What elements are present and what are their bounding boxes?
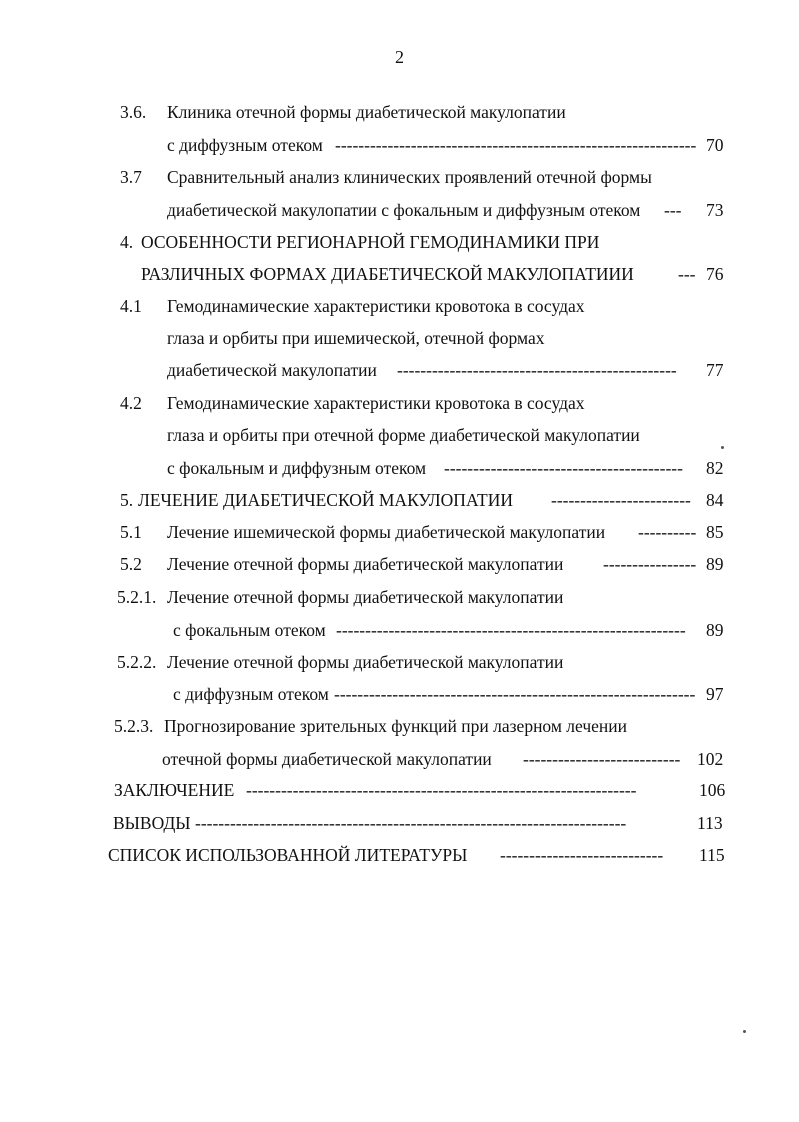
scan-speck — [721, 446, 724, 449]
toc-entry-title-last-line: с фокальным и диффузным отеком — [167, 458, 427, 478]
page-number: 2 — [395, 47, 404, 67]
toc-dot-leader: --------------------------- — [523, 749, 681, 769]
toc-entry-number: 3.7 — [120, 167, 142, 187]
toc-page-number: 113 — [697, 813, 723, 833]
toc-section-title: СПИСОК ИСПОЛЬЗОВАННОЙ ЛИТЕРАТУРЫ — [108, 845, 468, 865]
toc-entry-title-last-line: с фокальным отеком — [173, 620, 326, 640]
toc-entry-title-line: глаза и орбиты при отечной форме диабетической макулопатии — [167, 425, 640, 445]
toc-entry-number: 5.1 — [120, 522, 142, 542]
toc-dot-leader: ------------------------------------------------------------------- — [246, 780, 637, 800]
toc-dot-leader: ---------------------------- — [500, 845, 664, 865]
toc-page-number: 84 — [706, 490, 724, 510]
toc-entry-title-line: глаза и орбиты при ишемической, отечной формах — [167, 328, 545, 348]
toc-chapter-number: 5. — [120, 490, 134, 510]
toc-entry-number: 4.2 — [120, 393, 142, 413]
toc-entry-title: Лечение отечной формы диабетической макулопатии — [167, 587, 564, 607]
toc-dot-leader: --- — [664, 200, 682, 220]
toc-page-number: 106 — [699, 780, 726, 800]
toc-chapter-title: ОСОБЕННОСТИ РЕГИОНАРНОЙ ГЕМОДИНАМИКИ ПРИ — [141, 232, 600, 252]
toc-entry-title: Лечение отечной формы диабетической макулопатии — [167, 652, 564, 672]
toc-page-number: 73 — [706, 200, 724, 220]
toc-page-number: 77 — [706, 360, 724, 380]
toc-entry-number: 5.2.1. — [117, 587, 157, 607]
toc-dot-leader: -------------------------------------------------------------- — [335, 135, 697, 155]
toc-entry-number: 3.6. — [120, 102, 147, 122]
toc-entry-title: Лечение ишемической формы диабетической макулопатии — [167, 522, 606, 542]
toc-chapter-number: 4. — [120, 232, 134, 252]
toc-entry-number: 5.2.3. — [114, 716, 154, 736]
toc-dot-leader: -------------------------------------------------------------------------- — [195, 813, 627, 833]
toc-dot-leader: --- — [678, 264, 696, 284]
toc-dot-leader: ----------------------------------------- — [444, 458, 683, 478]
toc-dot-leader: ------------------------------------------------ — [397, 360, 677, 380]
toc-page-number: 97 — [706, 684, 724, 704]
toc-entry-title: Гемодинамические характеристики кровотока в сосудах — [167, 393, 585, 413]
toc-dot-leader: ---------------- — [603, 554, 697, 574]
toc-dot-leader: ------------------------------------------------------------ — [336, 620, 686, 640]
toc-dot-leader: ------------------------ — [551, 490, 691, 510]
toc-entry-number: 5.2.2. — [117, 652, 157, 672]
toc-page-number: 102 — [697, 749, 724, 769]
scan-speck — [743, 1030, 746, 1033]
toc-page-number: 76 — [706, 264, 724, 284]
toc-entry-title-last-line: диабетической макулопатии с фокальным и диффузным отеком — [167, 200, 641, 220]
toc-entry-title: Сравнительный анализ клинических проявлений отечной формы — [167, 167, 652, 187]
toc-entry-title: Клиника отечной формы диабетической макулопатии — [167, 102, 566, 122]
toc-entry-title-last-line: диабетической макулопатии — [167, 360, 377, 380]
toc-page-number: 89 — [706, 620, 724, 640]
toc-entry-title-last-line: с диффузным отеком — [167, 135, 323, 155]
toc-section-title: ВЫВОДЫ — [113, 813, 191, 833]
toc-dot-leader: ---------- — [638, 522, 697, 542]
toc-page-number: 82 — [706, 458, 724, 478]
toc-entry-title: Лечение отечной формы диабетической макулопатии — [167, 554, 564, 574]
toc-entry-title: Прогнозирование зрительных функций при лазерном лечении — [164, 716, 628, 736]
toc-chapter-title-last-line: РАЗЛИЧНЫХ ФОРМАХ ДИАБЕТИЧЕСКОЙ МАКУЛОПАТИИИ — [141, 264, 634, 284]
toc-page-number: 115 — [699, 845, 725, 865]
toc-chapter-title: ЛЕЧЕНИЕ ДИАБЕТИЧЕСКОЙ МАКУЛОПАТИИ — [138, 490, 514, 510]
toc-entry-title-last-line: с диффузным отеком — [173, 684, 329, 704]
toc-section-title: ЗАКЛЮЧЕНИЕ — [114, 780, 235, 800]
toc-entry-number: 5.2 — [120, 554, 142, 574]
toc-page-number: 85 — [706, 522, 724, 542]
toc-entry-title: Гемодинамические характеристики кровотока в сосудах — [167, 296, 585, 316]
toc-page-number: 89 — [706, 554, 724, 574]
toc-page-number: 70 — [706, 135, 724, 155]
toc-entry-title-last-line: отечной формы диабетической макулопатии — [162, 749, 492, 769]
toc-entry-number: 4.1 — [120, 296, 142, 316]
toc-dot-leader: -------------------------------------------------------------- — [334, 684, 696, 704]
